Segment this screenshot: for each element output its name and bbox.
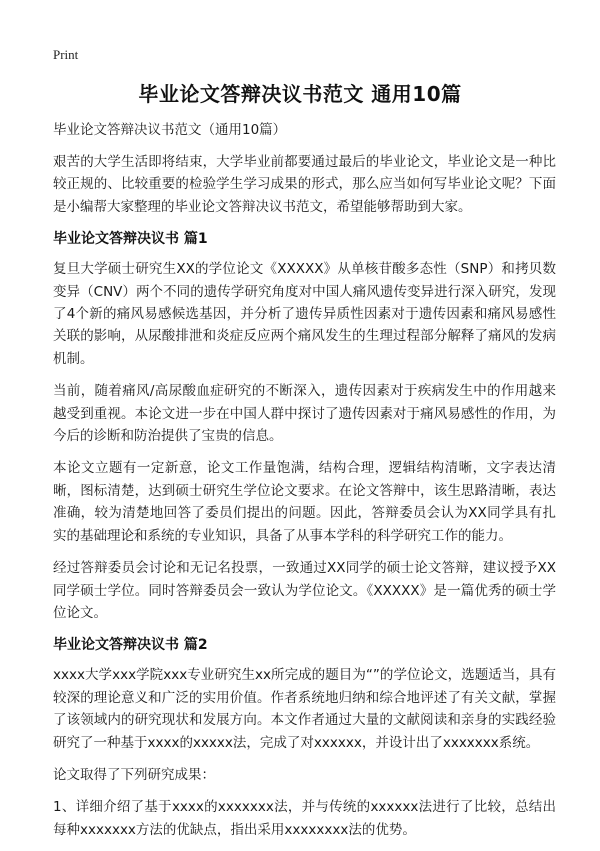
section-paragraph: 复旦大学硕士研究生XX的学位论文《XXXXX》从单核苷酸多态性（SNP）和拷贝数变异（CNV）两个不同的遗传学研究角度对中国人痛风遗传变异进行深入研究，发现了4个新的痛风易感候选基因，并分析了遗传异质性因素对于遗传因素和痛风易感性关联的影响，从尿酸排泄和炎症反应两个痛风发生的生理过程部分解释了痛风的发病机制。	[53, 261, 556, 367]
section-paragraph: 论文取得了下列研究成果：	[53, 766, 215, 783]
document-body	[53, 119, 556, 851]
print-label[interactable]: Print	[53, 47, 79, 62]
section-heading: 毕业论文答辩决议书 篇1	[53, 231, 208, 248]
section-heading: 毕业论文答辩决议书 篇2	[53, 637, 208, 654]
intro-paragraph: 艰苦的大学生活即将结束，大学毕业前都要通过最后的毕业论文，毕业论文是一种比较正规的、比较重要的检验学生学习成果的形式，那么应当如何写毕业论文呢？下面是小编帮大家整理的毕业论文答辩决议书范文，希望能够帮助到大家。	[53, 154, 556, 215]
section-paragraph: 当前，随着痛风/高尿酸血症研究的不断深入，遗传因素对于疾病发生中的作用越来越受到重视。本论文进一步在中国人群中探讨了遗传因素对于痛风易感性的作用，为今后的诊断和防治提供了宝贵的信息。	[53, 383, 556, 445]
document-subtitle: 毕业论文答辩决议书范文（通用10篇）	[53, 122, 287, 138]
section-paragraph: 1、详细介绍了基于xxxx的xxxxxxx法，并与传统的xxxxxx法进行了比较，总结出每种xxxxxxx方法的优缺点，指出采用xxxxxxxx法的优势。	[53, 799, 556, 838]
document-title: 毕业论文答辩决议书范文 通用10篇	[138, 82, 462, 106]
section-paragraph: xxxx大学xxx学院xxx专业研究生xx所完成的题目为“”的学位论文，选题适当，具有较深的理论意义和广泛的实用价值。作者系统地归纳和综合地评述了有关文献，掌握了该领域内的研究现状和发展方向。本文作者通过大量的文献阅读和亲身的实践经验研究了一种基于xxxx的xxxxx法，完成了对xxxxxx，并设计出了xxxxxxx系统。	[53, 667, 556, 751]
section-paragraph: 本论文立题有一定新意，论文工作量饱满，结构合理，逻辑结构清晰，文字表达清晰，图标清楚，达到硕士研究生学位论文要求。在论文答辩中，该生思路清晰，表达准确，较为清楚地回答了委员们提出的问题。因此，答辩委员会认为XX同学具有扎实的基础理论和系统的专业知识，具备了从事本学科的科学研究工作的能力。	[53, 460, 556, 544]
section-paragraph: 经过答辩委员会讨论和无记名投票，一致通过XX同学的硕士论文答辩，建议授予XX同学硕士学位。同时答辩委员会一致认为学位论文。《XXXXX》是一篇优秀的硕士学位论文。	[53, 560, 556, 621]
